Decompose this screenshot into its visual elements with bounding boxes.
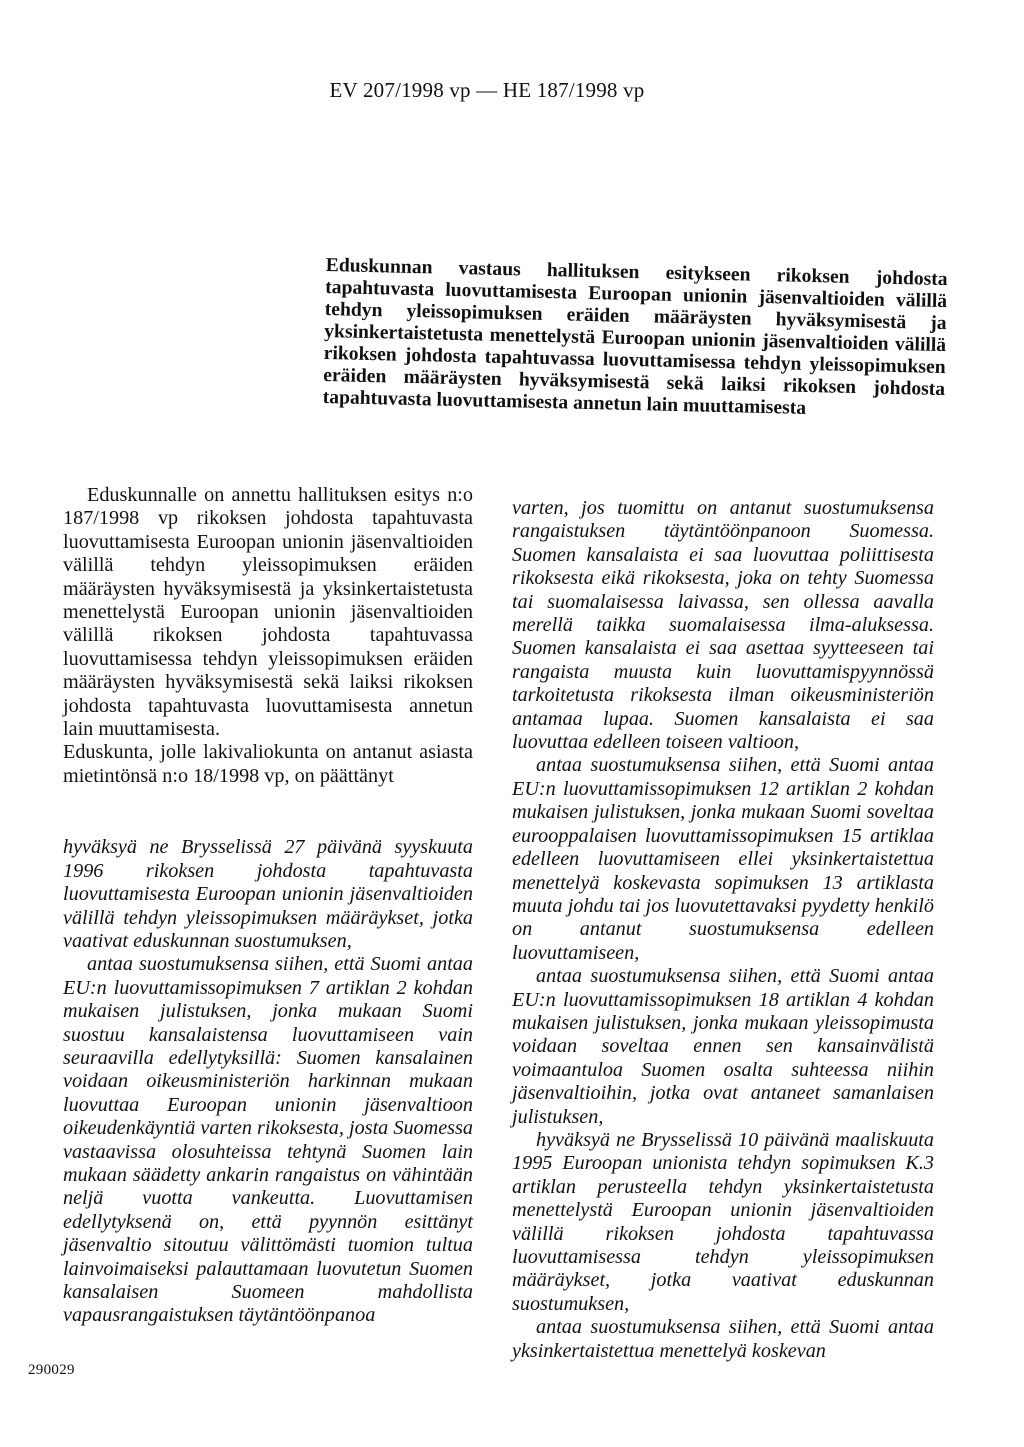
document-title: Eduskunnan vastaus hallituksen esitykseen rikoksen johdosta tapahtuvasta luovuttamisesta Euroopan unionin jäsenvaltioiden välillä tehdyn yleissopimuksen eräiden määräysten hyväksymisestä ja yksinkertaistetusta menettelystä Euroopan unionin jäsenvaltioiden välillä rikoksen johdosta tapahtuvassa luovuttamisessa tehdyn yleissopimuksen eräiden määräysten hyväksymisestä sekä laiksi rikoksen johdosta tapahtuvasta luovuttamisesta annetun lain muuttamisesta — [322, 255, 948, 419]
decision-paragraph-5: hyväksyä ne Brysselissä 10 päivänä maaliskuuta 1995 Euroopan unionista tehdyn sopimuksen K.3 artiklan perusteella tehdyn yksinkertaistetusta menettelystä Euroopan unionin jäsenvaltioiden välillä rikoksen johdosta tapahtuvassa luovuttamisessa tehdyn yleissopimuksen määräykset, jotka vaativat eduskunnan suostumuksen, — [512, 1128, 934, 1315]
decision-paragraph-3: antaa suostumuksensa siihen, että Suomi antaa EU:n luovuttamissopimuksen 12 artiklan 2 kohdan mukaisen julistuksen, jonka mukaan Suomi soveltaa eurooppalaisen luovuttamissopimuksen 15 artiklaa edelleen luovuttamiseen ellei yksinkertaistettua menettelyä koskevasta sopimuksen 13 artiklasta muuta johdu tai jos luovutettavaksi pyydetty henkilö on antanut suostumuksensa edelleen luovuttamiseen, — [512, 754, 934, 964]
left-column — [63, 484, 473, 1328]
decision-paragraph-4: antaa suostumuksensa siihen, että Suomi antaa EU:n luovuttamissopimuksen 18 artiklan 4 kohdan mukaisen julistuksen, jonka mukaan yleissopimusta voidaan soveltaa ennen sen kansainvälistä voimaantuloa Suomen osalta suhteessa niihin jäsenvaltioihin, jotka ovat antaneet samanlaisen julistuksen, — [512, 965, 934, 1128]
intro-paragraph: Eduskunnalle on annettu hallituksen esitys n:o 187/1998 vp rikoksen johdosta tapahtuvasta luovuttamisesta Euroopan unionin jäsenvaltioiden välillä tehdyn yleissopimuksen eräiden määräysten hyväksymisestä ja yksinkertaistetusta menettelystä Euroopan unionin jäsenvaltioiden välillä rikoksen johdosta tapahtuvassa luovuttamisessa tehdyn yleissopimuksen eräiden määräysten hyväksymisestä sekä laiksi rikoksen johdosta tapahtuvasta luovuttamisesta annetun lain muuttamisesta. — [63, 484, 473, 741]
right-column — [512, 497, 934, 1363]
document-reference-header: EV 207/1998 vp — HE 187/1998 vp — [329, 78, 645, 102]
page-code: 290029 — [28, 1362, 75, 1378]
committee-paragraph: Eduskunta, jolle lakivaliokunta on antanut asiasta mietintönsä n:o 18/1998 vp, on päättänyt — [63, 741, 473, 787]
decision-paragraph-6: antaa suostumuksensa siihen, että Suomi antaa yksinkertaistettua menettelyä koskevan — [512, 1316, 934, 1362]
continuation-paragraph: varten, jos tuomittu on antanut suostumuksensa rangaistuksen täytäntöönpanoon Suomessa. Suomen kansalaista ei saa luovuttaa poliittisesta rikoksesta eikä rikoksesta, joka on tehty Suomessa tai suomalaisessa laivassa, sen ollessa aavalla merellä taikka suomalaisessa ilma-aluksessa. Suomen kansalaista ei saa asettaa syytteeseen tai rangaista muusta kuin luovuttamispyynnössä tarkoitetusta rikoksesta ilman oikeusministeriön antamaa lupaa. Suomen kansalaista ei saa luovuttaa edelleen toiseen valtioon, — [512, 497, 934, 754]
decision-paragraph-1: hyväksyä ne Brysselissä 27 päivänä syyskuuta 1996 rikoksen johdosta tapahtuvasta luovuttamisesta Euroopan unionin jäsenvaltioiden välillä tehdyn yleissopimuksen määräykset, jotka vaativat eduskunnan suostumuksen, — [63, 836, 473, 952]
decision-paragraph-2: antaa suostumuksensa siihen, että Suomi antaa EU:n luovuttamissopimuksen 7 artiklan 2 kohdan mukaisen julistuksen, jonka mukaan Suomi suostuu kansalaistensa luovuttamiseen vain seuraavilla edellytyksillä: Suomen kansalainen voidaan oikeusministeriön harkinnan mukaan luovuttaa Euroopan unionin jäsenvaltioon oikeudenkäyntiä varten rikoksesta, josta Suomessa vastaavissa olosuhteissa tehtynä Suomen lain mukaan säädetty ankarin rangaistus on vähintään neljä vuotta vankeutta. Luovuttamisen edellytyksenä on, että pyynnön esittänyt jäsenvaltio sitoutuu välittömästi tuomion tultua lainvoimaiseksi palauttamaan luovutetun Suomen kansalaisen Suomeen mahdollista vapausrangaistuksen täytäntöönpanoa — [63, 953, 473, 1327]
